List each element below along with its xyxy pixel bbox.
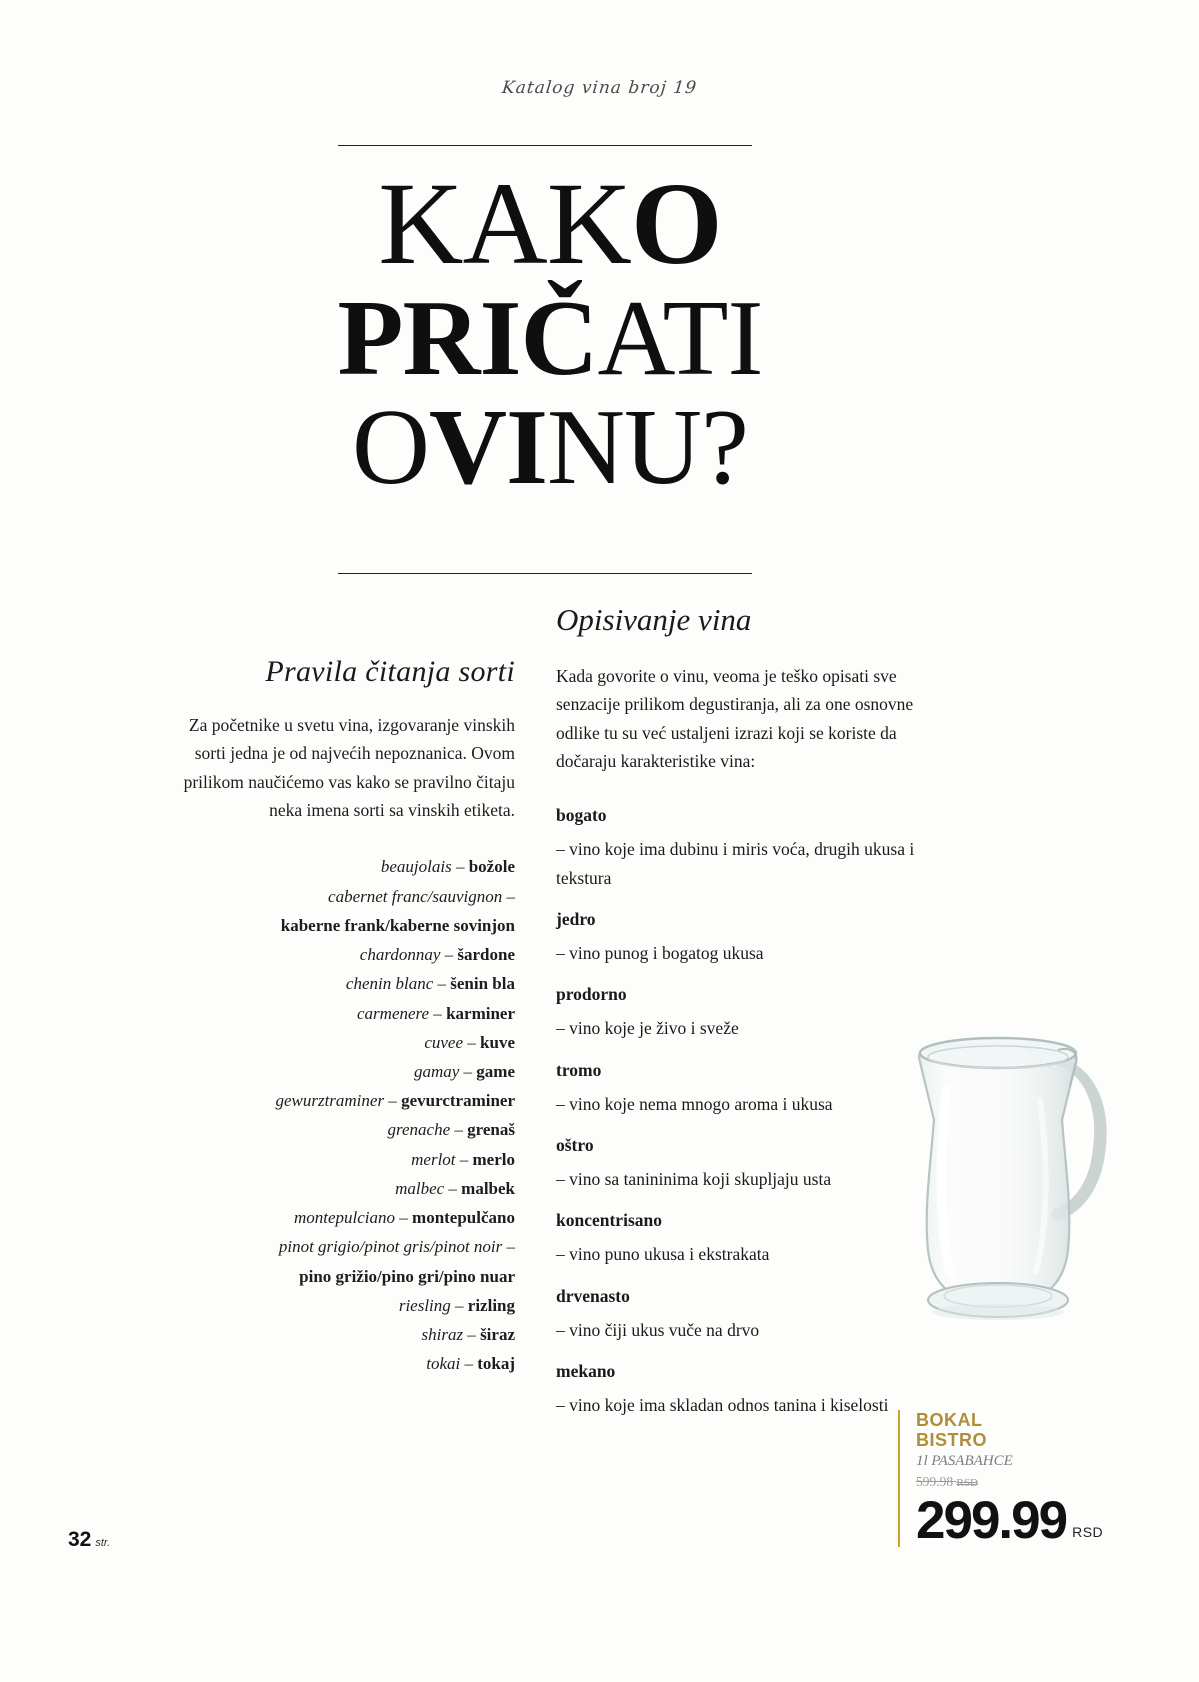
list-item: merlot – merlo [411, 1149, 515, 1169]
list-item: beaujolais – božole [380, 857, 515, 877]
term-name: tromo [556, 1059, 602, 1080]
price-value: 299.99 [916, 1491, 1067, 1551]
page-title [230, 158, 870, 507]
title-rule-top [338, 145, 752, 146]
page-number-label: str. [95, 1537, 111, 1549]
term-definition: – vino koje je živo i sveže [556, 1018, 739, 1039]
term-definition: – vino koje ima dubinu i miris voća, drugih ukusa i tekstura [556, 839, 915, 888]
list-item: chenin blanc – šenin bla [345, 974, 515, 994]
list-item: gamay – game [413, 1062, 515, 1082]
term-definition: – vino punog i bogatog ukusa [556, 943, 764, 964]
descriptors-heading: Opisivanje vina [556, 602, 752, 637]
list-item: chardonnay – šardone [359, 945, 515, 965]
list-item: shiraz – širaz [421, 1325, 515, 1345]
list-item: grenache – grenaš [387, 1120, 515, 1140]
term-name: jedro [556, 909, 596, 930]
term-definition: – vino koje nema mnogo aroma i ukusa [556, 1093, 833, 1114]
product-brand-line-1: BOKAL [916, 1410, 983, 1430]
page-number-value: 32 [68, 1528, 92, 1551]
glass-pitcher-photo [880, 1000, 1120, 1350]
product-subtitle: 1l PASABAHCE [916, 1453, 1013, 1470]
varieties-section [170, 655, 515, 1379]
list-item: tokai – tokaj [426, 1354, 515, 1374]
list-item: pino grižio/pino gri/pino nuar [299, 1266, 515, 1286]
list-item: malbec – malbek [395, 1178, 515, 1198]
term-definition: – vino koje ima skladan odnos tanina i kiselosti [556, 1395, 889, 1416]
term-name: bogato [556, 805, 607, 826]
price-currency: RSD [1072, 1524, 1104, 1541]
title-line-3: OVINU? [352, 387, 748, 507]
page-number [68, 1528, 110, 1552]
descriptors-list [556, 805, 926, 1419]
term-name: mekano [556, 1361, 616, 1382]
varieties-heading: Pravila čitanja sorti [265, 655, 515, 688]
product-current-price [916, 1491, 1148, 1551]
list-item: cuvee – kuve [424, 1032, 515, 1052]
list-item: carmenere – karminer [357, 1003, 515, 1023]
descriptors-section [556, 602, 926, 1436]
title-line-2: PRIČATI [337, 279, 763, 399]
product-brand-line-2: BISTRO [916, 1430, 988, 1451]
list-item: kaberne frank/kaberne sovinjon [280, 915, 515, 935]
list-item: gewurztraminer – gevurctraminer [275, 1091, 515, 1111]
term-definition: – vino čiji ukus vuče na drvo [556, 1319, 760, 1340]
list-item: montepulciano – montepulčano [293, 1208, 515, 1228]
descriptors-intro: Kada govorite o vinu, veoma je teško opisati sve senzacije prilikom degustiranja, ali za one osnovne odlike tu su već ustaljeni izrazi koji se koriste da dočaraju karakteristike vina: [556, 666, 914, 772]
list-item: riesling – rizling [398, 1295, 515, 1315]
term-name: oštro [556, 1135, 594, 1156]
title-rule-bottom [338, 573, 752, 574]
varieties-list [170, 852, 515, 1378]
varieties-intro: Za početnike u svetu vina, izgovaranje vinskih sorti jedna je od najvećih nepoznanica. Ovom prilikom naučićemo vas kako se pravilno čitaju neka imena sorti sa vinskih etiketa. [183, 715, 515, 821]
term-definition: – vino puno ukusa i ekstrakata [556, 1244, 770, 1265]
product-price-block [898, 1410, 1148, 1551]
list-item: pinot grigio/pinot gris/pinot noir – [278, 1237, 515, 1257]
list-item: cabernet franc/sauvignon – [328, 886, 515, 906]
product-old-price: 599.98 RSD [916, 1474, 978, 1490]
term-name: koncentrisano [556, 1210, 662, 1231]
term-name: prodorno [556, 984, 627, 1005]
title-line-1: KAKO [378, 158, 722, 289]
term-definition: – vino sa tanininima koji skupljaju usta [556, 1169, 832, 1190]
term-name: drvenasto [556, 1285, 630, 1306]
catalog-kicker: Katalog vina broj 19 [501, 78, 698, 98]
